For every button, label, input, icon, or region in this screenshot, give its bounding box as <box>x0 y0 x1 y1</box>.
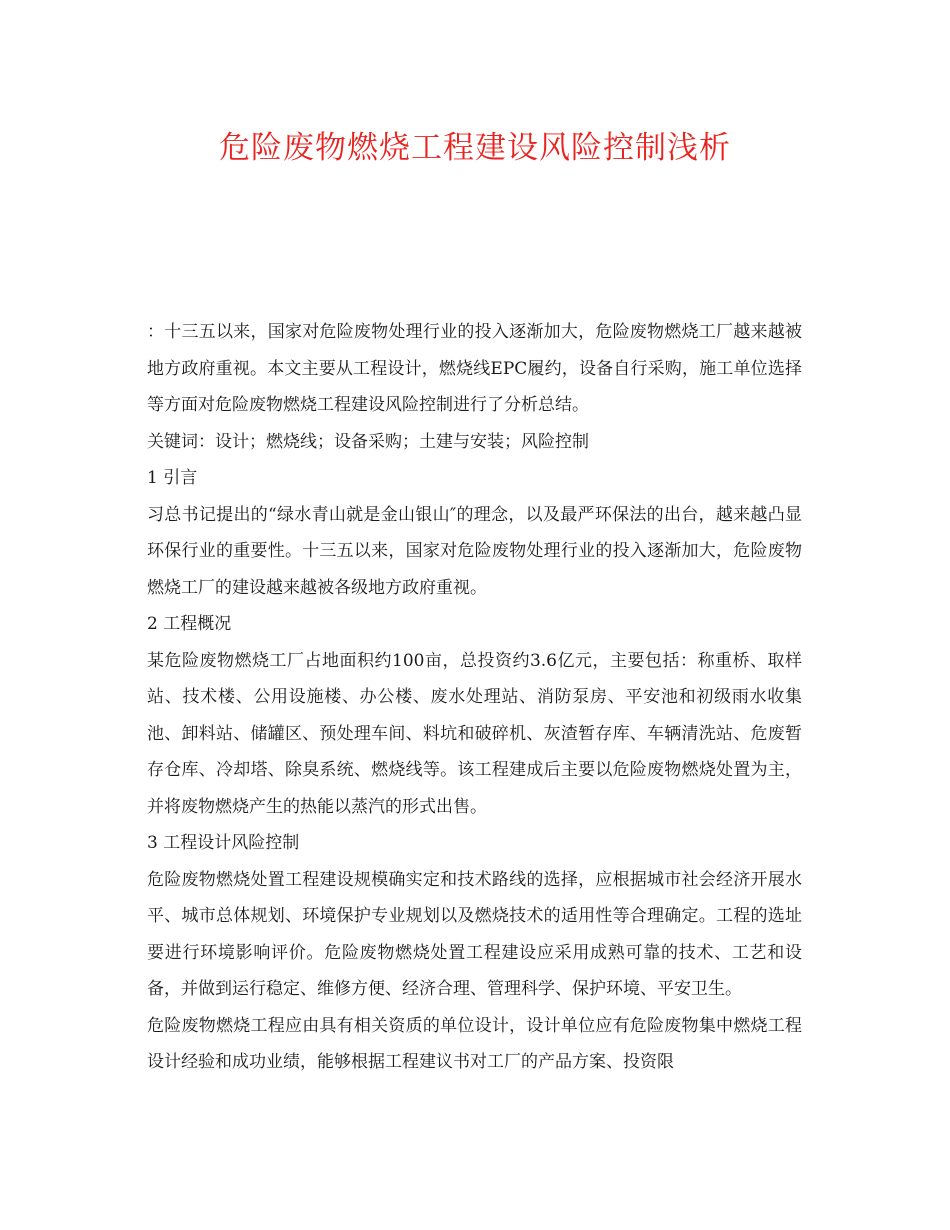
introduction-paragraph: 习总书记提出的“绿水青山就是金山银山″的理念，以及最严环保法的出台，越来越凸显环保行业的重要性。十三五以来，国家对危险废物处理行业的投入逐渐加大，危险废物燃烧工厂的建设越来越被各级地方政府重视。 <box>147 504 802 598</box>
project-overview-paragraph: 某危险废物燃烧工厂占地面积约100亩，总投资约3.6亿元，主要包括：称重桥、取样站、技术楼、公用设施楼、办公楼、废水处理站、消防泵房、平安池和初级雨水收集池、卸料站、储罐区、预处理车间、料坑和破碎机、灰渣暂存库、车辆清洗站、危废暂存仓库、冷却塔、除臭系统、燃烧线等。该工程建成后主要以危险废物燃烧处置为主，并将废物燃烧产生的热能以蒸汽的形式出售。 <box>147 650 802 817</box>
design-risk-paragraph-1: 危险废物燃烧处置工程建设规模确实定和技术路线的选择，应根据城市社会经济开展水平、城市总体规划、环境保护专业规划以及燃烧技术的适用性等合理确定。工程的选址要进行环境影响评价。危险废物燃烧处置工程建设应采用成熟可靠的技术、工艺和设备，并做到运行稳定、维修方便、经济合理、管理科学、保护环境、平安卫生。 <box>147 869 802 999</box>
document-title: 危险废物燃烧工程建设风险控制浅析 <box>219 130 731 166</box>
section-heading-project-overview: 2 工程概况 <box>147 614 232 634</box>
design-risk-paragraph-2: 危险废物燃烧工程应由具有相关资质的单位设计，设计单位应有危险废物集中燃烧工程设计经验和成功业绩，能够根据工程建议书对工厂的产品方案、投资限 <box>147 1015 802 1072</box>
abstract-paragraph: ：十三五以来，国家对危险废物处理行业的投入逐渐加大，危险废物燃烧工厂越来越被地方政府重视。本文主要从工程设计，燃烧线EPC履约，设备自行采购，施工单位选择等方面对危险废物燃烧工程建设风险控制进行了分析总结。 <box>147 322 802 415</box>
section-heading-introduction: 1 引言 <box>147 468 198 488</box>
document-body <box>147 314 802 1081</box>
keywords-line: 关键词：设计；燃烧线；设备采购；土建与安装；风险控制 <box>147 431 589 452</box>
section-heading-design-risk-control: 3 工程设计风险控制 <box>147 833 300 853</box>
